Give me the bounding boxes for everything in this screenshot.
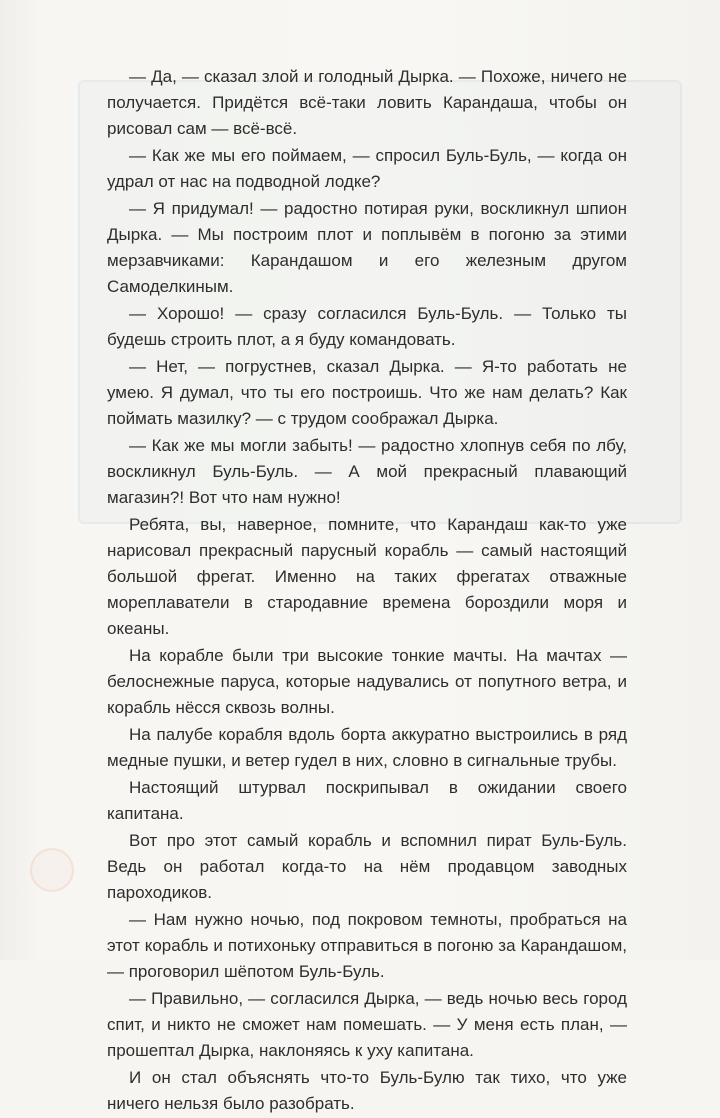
paragraph: — Хорошо! — сразу согласился Буль-Буль. — Только ты будешь строить плот, а я буду командовать.: [107, 304, 627, 349]
paragraph: На палубе корабля вдоль борта аккуратно выстроились в ряд медные пушки, и ветер гудел в них, словно в сигнальные трубы.: [107, 725, 627, 770]
paragraph: — Да, — сказал злой и голодный Дырка. — Похоже, ничего не получается. Придётся всё-таки ловить Карандаша, чтобы он рисовал сам — всё-всё.: [107, 67, 627, 138]
paragraph: Вот про этот самый корабль и вспомнил пират Буль-Буль. Ведь он работал когда-то на нём продавцом заводных пароходиков.: [107, 831, 627, 902]
paragraph: — Я придумал! — радостно потирая руки, воскликнул шпион Дырка. — Мы построим плот и поплывём в погоню за этими мерзавчиками: Карандашом и его железным другом Самоделкиным.: [107, 199, 627, 296]
paragraph: — Правильно, — согласился Дырка, — ведь ночью весь город спит, и никто не сможет нам помешать. — У меня есть план, — прошептал Дырка, наклоняясь к уху капитана.: [107, 989, 627, 1060]
paragraph: — Как же мы его поймаем, — спросил Буль-Буль, — когда он удрал от нас на подводной лодке?: [107, 146, 627, 191]
paragraph: И он стал объяснять что-то Буль-Булю так тихо, что уже ничего нельзя было разобрать.: [107, 1068, 627, 1113]
paragraph: Ребята, вы, наверное, помните, что Карандаш как-то уже нарисовал прекрасный парусный корабль — самый настоящий большой фрегат. Именно на таких фрегатах отважные мореплаватели в стародавние времена бороздили моря и океаны.: [107, 515, 627, 638]
paragraph: На корабле были три высокие тонкие мачты. На мачтах — белоснежные паруса, которые надувались от попутного ветра, и корабль нёсся сквозь волны.: [107, 646, 627, 717]
paragraph: Настоящий штурвал поскрипывал в ожидании своего капитана.: [107, 778, 627, 823]
paragraph: — Нам нужно ночью, под покровом темноты, пробраться на этот корабль и потихоньку отправиться в погоню за Карандашом, — проговорил шёпотом Буль-Буль.: [107, 910, 627, 981]
show-through-page-number-mark: [30, 848, 74, 892]
paragraph: — Нет, — погрустнев, сказал Дырка. — Я-то работать не умею. Я думал, что ты его построишь. Что же нам делать? Как поймать мазилку? — с трудом соображал Дырка.: [107, 357, 627, 428]
paragraph: — Как же мы могли забыть! — радостно хлопнув себя по лбу, воскликнул Буль-Буль. — А мой прекрасный плавающий магазин?! Вот что нам нужно!: [107, 436, 627, 507]
